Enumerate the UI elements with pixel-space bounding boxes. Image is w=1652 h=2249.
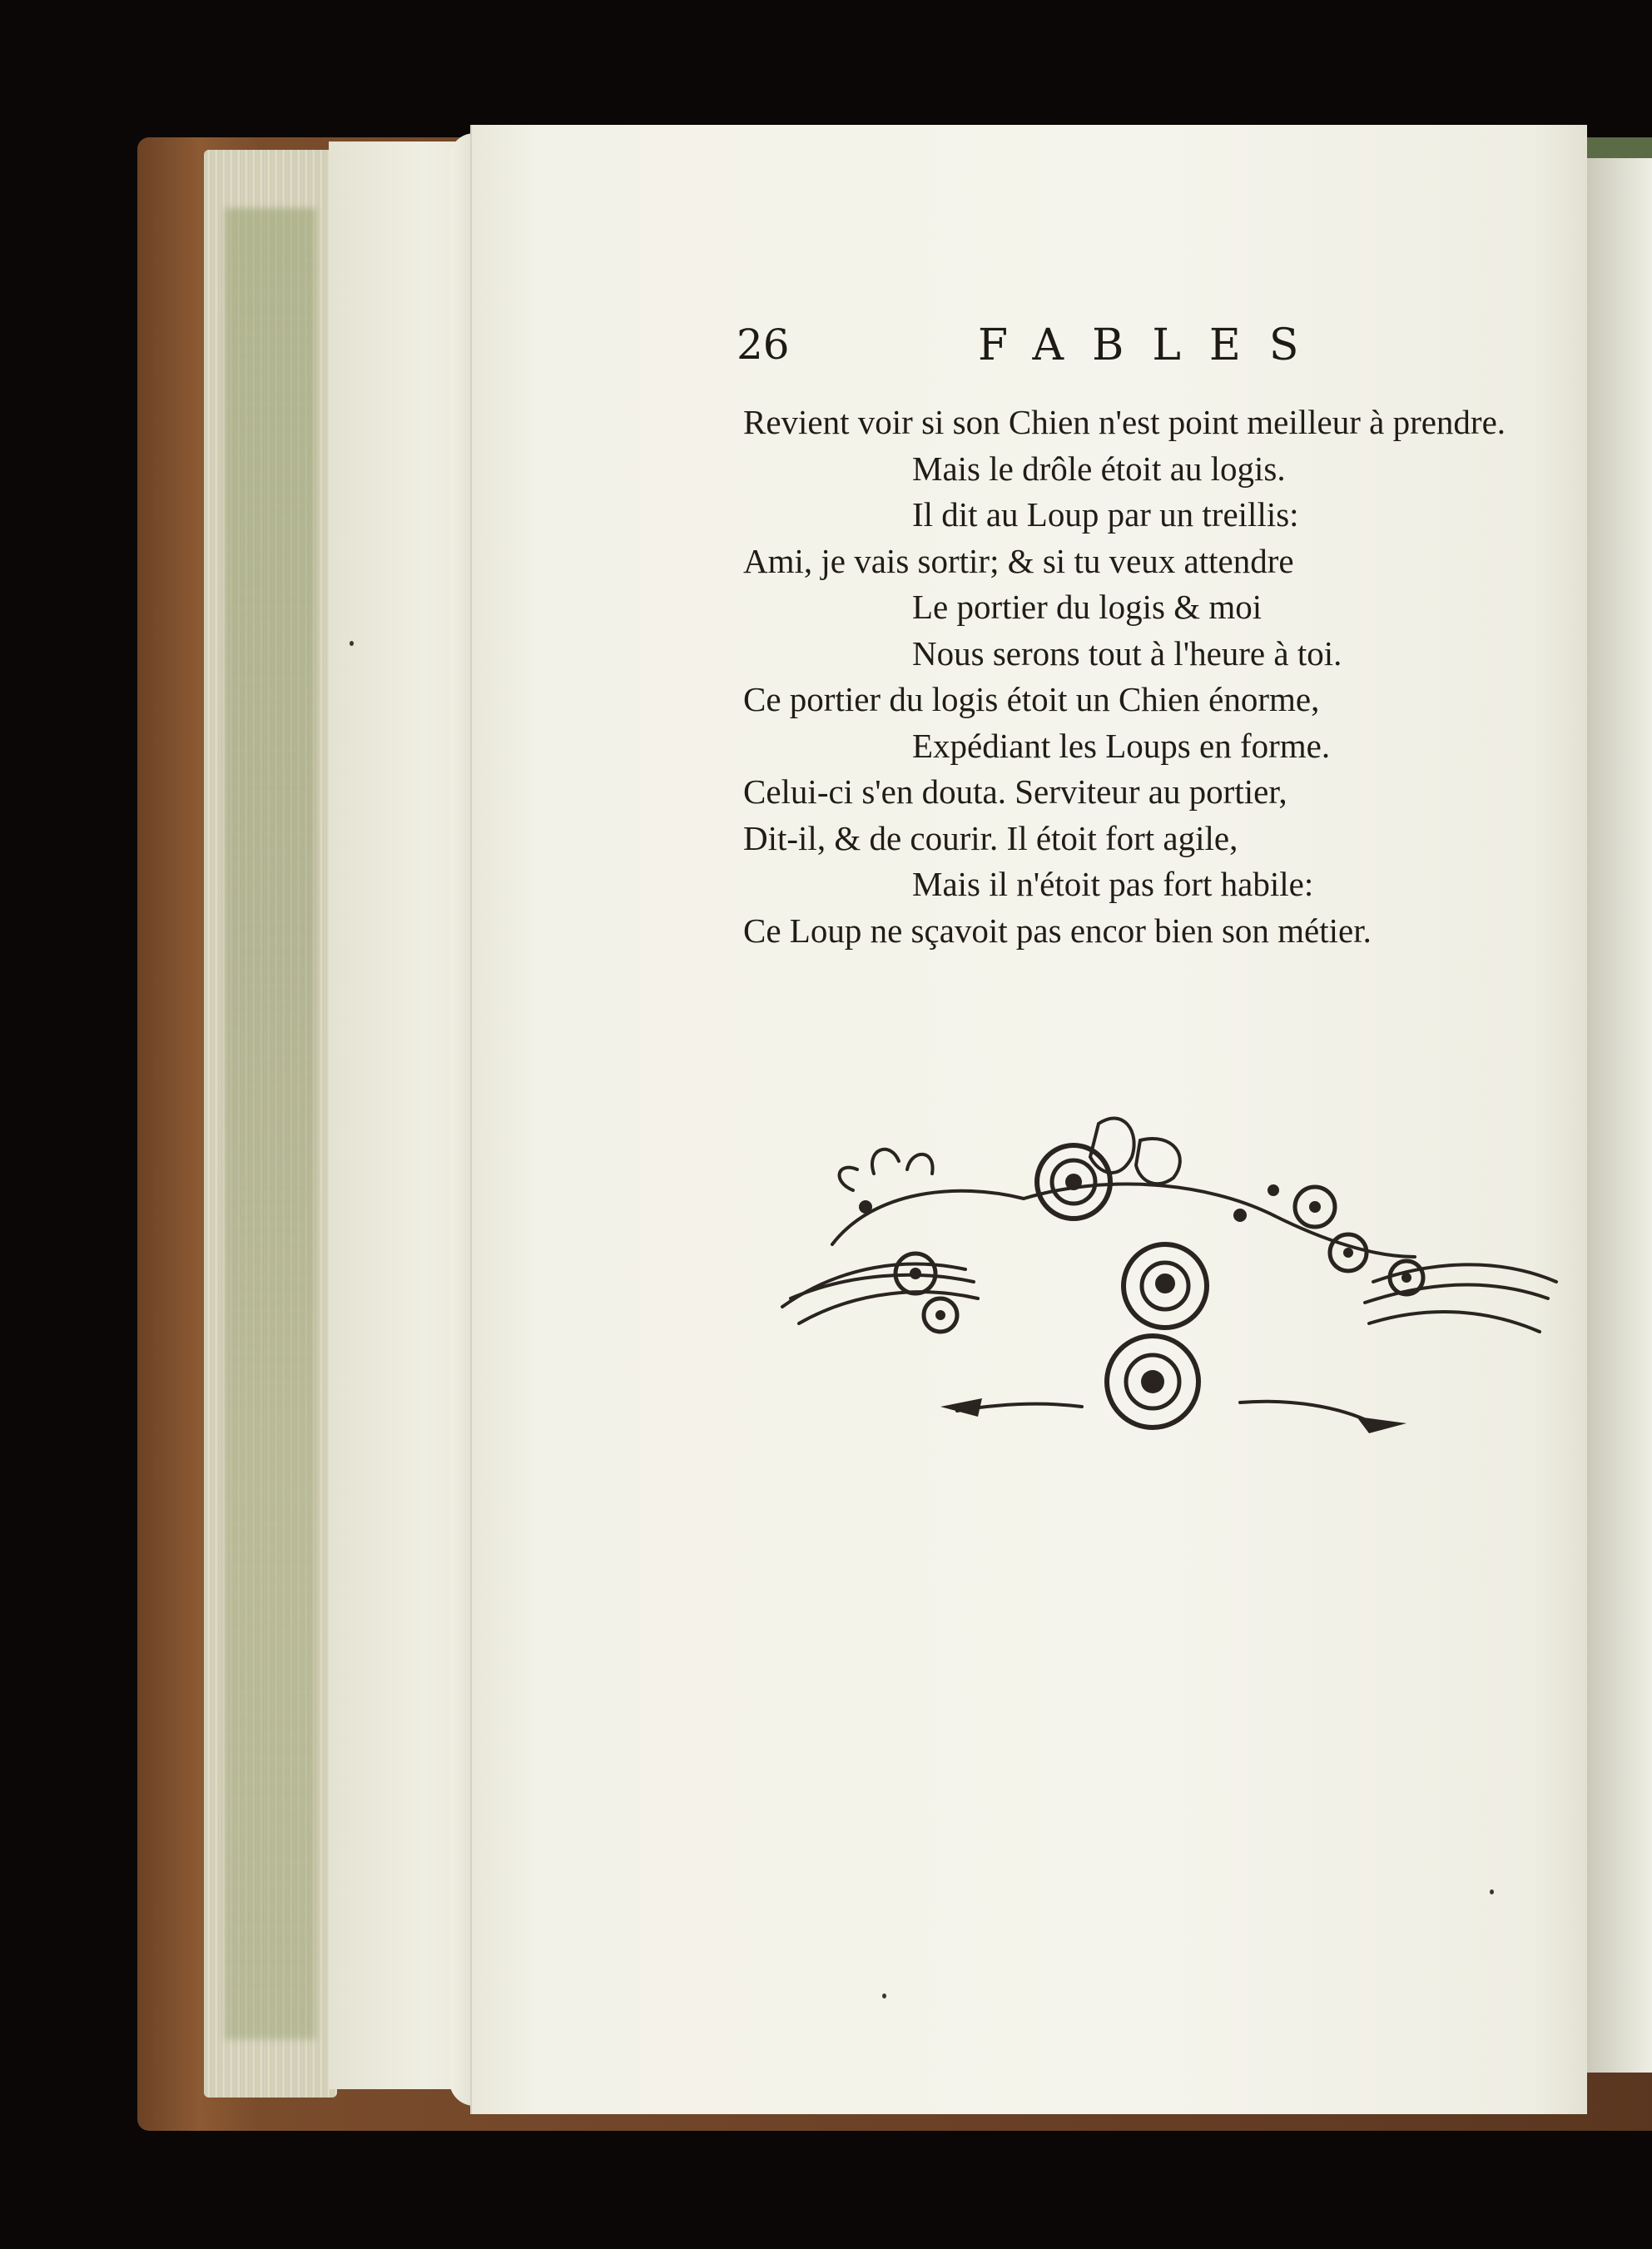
- poem-line: Il dit au Loup par un treillis:: [912, 495, 1299, 534]
- poem-text: [743, 400, 1584, 954]
- running-title: FABLES: [978, 320, 1327, 370]
- poem-line: Revient voir si son Chien n'est point meilleur à prendre.: [743, 403, 1506, 441]
- page-edge-stain: [225, 208, 316, 2039]
- poem-line: Le portier du logis & moi: [912, 588, 1263, 626]
- poem-line: Ce portier du logis étoit un Chien énorme,: [743, 680, 1320, 718]
- next-page-edge: [1585, 158, 1652, 2073]
- poem-line: Celui-ci s'en douta. Serviteur au portier,: [743, 772, 1287, 811]
- poem-line: Nous serons tout à l'heure à toi.: [912, 633, 1342, 673]
- poem-line: Ami, je vais sortir; & si tu veux attendre: [743, 541, 1294, 580]
- poem-line: Ce Loup ne sçavoit pas encor bien son métier.: [743, 911, 1372, 950]
- poem-line: Mais il n'étoit pas fort habile:: [912, 865, 1314, 903]
- floral-tailpiece-icon: [774, 1090, 1565, 1457]
- page-number: 26: [737, 320, 790, 369]
- poem-line: Dit-il, & de courir. Il étoit fort agile,: [743, 818, 1238, 857]
- poem-line: Mais le drôle étoit au logis.: [912, 449, 1286, 488]
- page-header: [737, 320, 1486, 387]
- poem-line: Expédiant les Loups en forme.: [912, 726, 1331, 765]
